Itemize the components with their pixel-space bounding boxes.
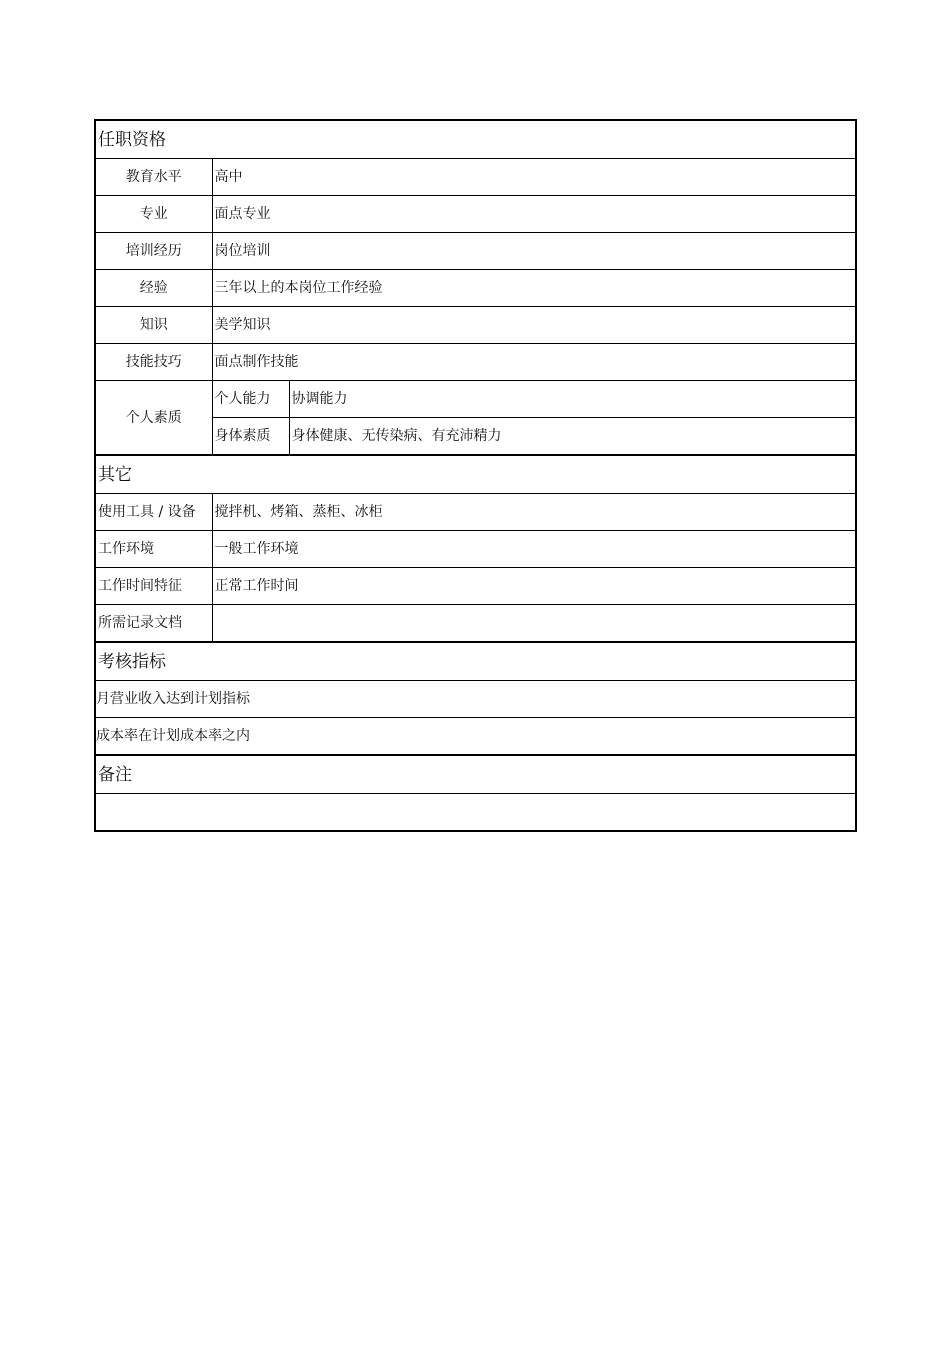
row-label: 专业 bbox=[95, 196, 212, 233]
table-row bbox=[95, 605, 856, 643]
sub-value: 身体健康、无传染病、有充沛精力 bbox=[289, 418, 856, 456]
row-value: 高中 bbox=[212, 159, 856, 196]
row-label: 教育水平 bbox=[95, 159, 212, 196]
row-label: 工作时间特征 bbox=[95, 568, 212, 605]
table-row bbox=[95, 196, 856, 233]
section-title-other: 其它 bbox=[95, 455, 856, 494]
row-label: 工作环境 bbox=[95, 531, 212, 568]
table-row bbox=[95, 718, 856, 756]
kpi-item: 成本率在计划成本率之内 bbox=[95, 718, 856, 756]
table-row bbox=[95, 531, 856, 568]
section-title-qualifications: 任职资格 bbox=[95, 120, 856, 159]
sub-value: 协调能力 bbox=[289, 381, 856, 418]
sub-label: 身体素质 bbox=[212, 418, 289, 456]
sub-label: 个人能力 bbox=[212, 381, 289, 418]
table-row bbox=[95, 270, 856, 307]
row-value: 面点专业 bbox=[212, 196, 856, 233]
row-value: 美学知识 bbox=[212, 307, 856, 344]
table-row bbox=[95, 307, 856, 344]
row-value: 面点制作技能 bbox=[212, 344, 856, 381]
row-value: 正常工作时间 bbox=[212, 568, 856, 605]
kpi-item: 月营业收入达到计划指标 bbox=[95, 681, 856, 718]
section-remarks bbox=[95, 755, 856, 794]
table-row bbox=[95, 794, 856, 832]
row-label: 使用工具 / 设备 bbox=[95, 494, 212, 531]
section-kpi bbox=[95, 642, 856, 681]
table-row bbox=[95, 381, 856, 418]
row-value bbox=[212, 605, 856, 643]
row-value: 岗位培训 bbox=[212, 233, 856, 270]
section-other bbox=[95, 455, 856, 494]
table-row bbox=[95, 681, 856, 718]
section-title-remarks: 备注 bbox=[95, 755, 856, 794]
table-row bbox=[95, 159, 856, 196]
row-value: 搅拌机、烤箱、蒸柜、冰柜 bbox=[212, 494, 856, 531]
table-row bbox=[95, 344, 856, 381]
section-title-kpi: 考核指标 bbox=[95, 642, 856, 681]
row-label: 技能技巧 bbox=[95, 344, 212, 381]
personal-quality-label: 个人素质 bbox=[95, 381, 212, 456]
job-spec-table bbox=[94, 119, 857, 832]
row-label: 培训经历 bbox=[95, 233, 212, 270]
row-value: 一般工作环境 bbox=[212, 531, 856, 568]
table-row bbox=[95, 568, 856, 605]
row-value: 三年以上的本岗位工作经验 bbox=[212, 270, 856, 307]
table-row bbox=[95, 494, 856, 531]
row-label: 经验 bbox=[95, 270, 212, 307]
remarks-value bbox=[95, 794, 856, 832]
row-label: 所需记录文档 bbox=[95, 605, 212, 643]
table-row bbox=[95, 233, 856, 270]
row-label: 知识 bbox=[95, 307, 212, 344]
section-qualifications bbox=[95, 120, 856, 159]
